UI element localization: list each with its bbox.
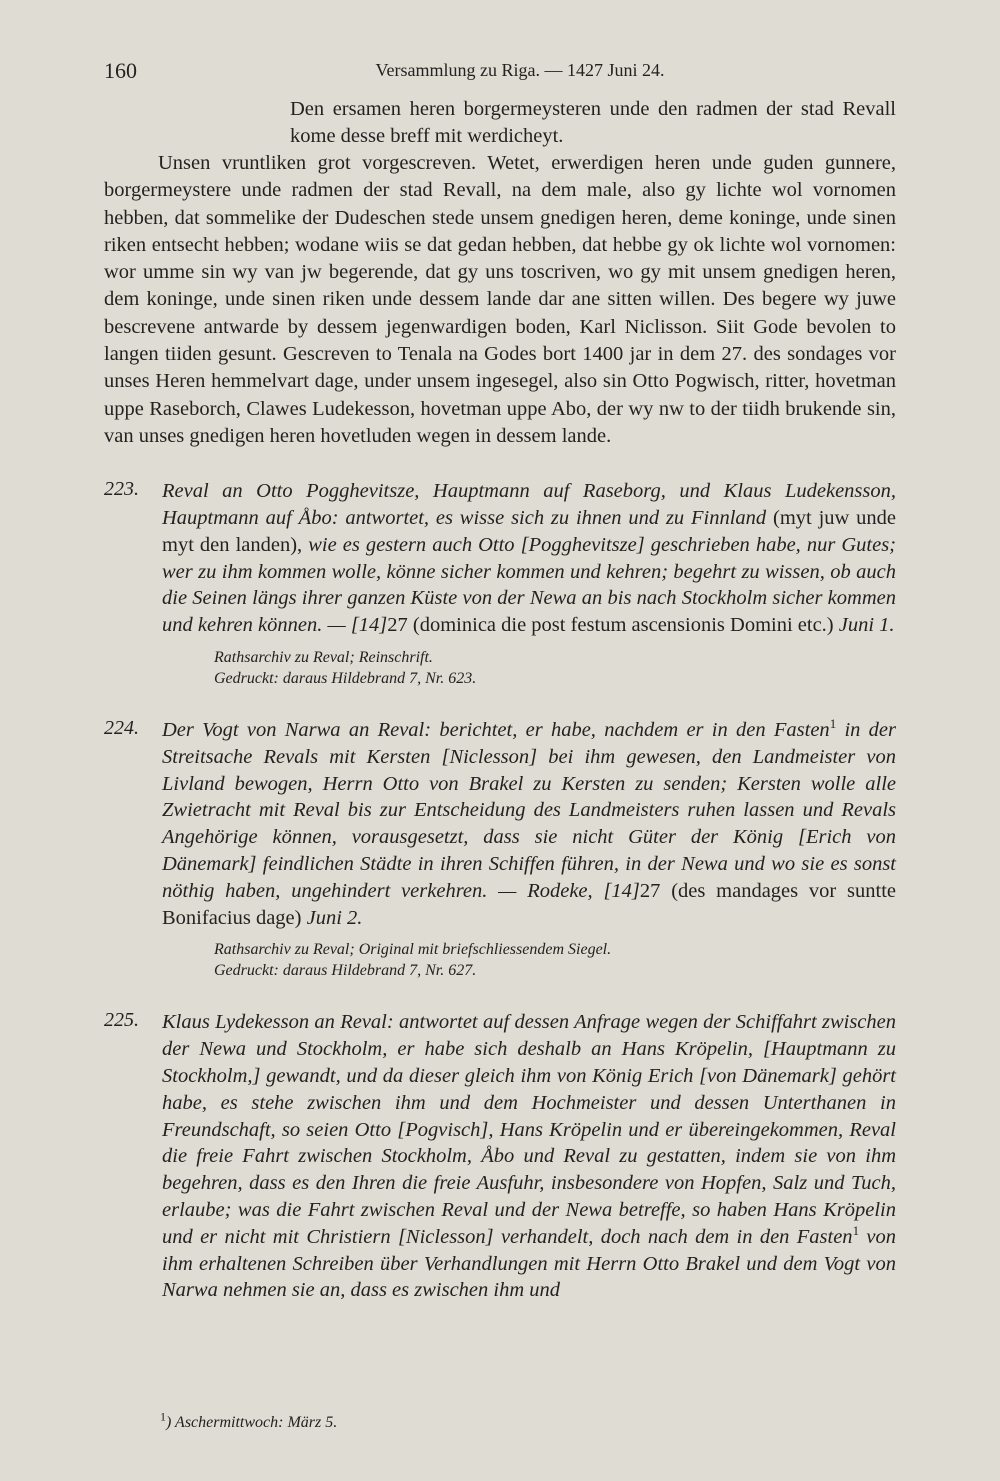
letter-address: Den ersamen heren borgermeysteren unde den radmen der stad Revall kome desse breff mit werdicheyt.	[290, 98, 896, 147]
regest-text: wie es gestern auch Otto [Pogghevitsze] geschrieben habe, nur Gutes; wer zu ihm kommen wolle, könne sicher kommen und kehren; begehrt zu wissen, ob auch die Seinen längs ihrer ganzen Küste von der Newa an bis nach Stockholm sicher kommen und kehren können. — [14]	[162, 533, 897, 637]
regest-date: Juni 1.	[838, 614, 895, 637]
entry-source	[162, 647, 896, 689]
regest-year: 27	[387, 614, 408, 637]
entry-number: 223.	[104, 478, 139, 501]
footnote	[160, 1409, 338, 1432]
running-head: Versammlung zu Riga. — 1427 Juni 24.	[375, 60, 665, 80]
footnote-reference: 1	[829, 716, 837, 732]
source-line: Gedruckt: daraus Hildebrand 7, Nr. 627.	[214, 962, 477, 980]
entry-223	[104, 478, 896, 689]
source-line: Rathsarchiv zu Reval; Reinschrift.	[214, 649, 433, 667]
entry-number: 225.	[104, 1009, 139, 1032]
footnote-reference: 1	[852, 1222, 860, 1238]
page-header	[104, 58, 896, 88]
letter-body: Unsen vruntliken grot vorgescreven. Wetet, erwerdigen heren unde guden gunnere, borgermeystere unde radmen der stad Revall, na dem male, also gy lichte wol vornomen hebben, dat sommelike der Dudeschen stede unsem gnedigen heren, deme koninge, unde sinen riken entsecht hebben; wodane wiis se dat gedan hebben, dat hebbe gy ok lichte wol vornomen: wor umme sin wy van jw begerende, dat gy uns toscriven, wo gy mit unsem gnedigen heren, dem koninge, unde sinen riken unde dessem lande dar ane sitten willen. Des begere wy juwe bescrevene antwarde by dessem jegenwardigen boden, Karl Niclisson. Siit Gode bevolen to langen tiiden gesunt. Gescreven to Tenala na Godes bort 1400 jar in dem 27. des sondages vor unses Heren hemmelvart dage, under unsem ingesegel, also sin Otto Pogwisch, ritter, hovetman uppe Raseborch, Clawes Ludekesson, hovetman uppe Abo, der wy nw to der tiidh brukende sin, van unses gnedigen heren hovetluden wegen in dessem lande.	[104, 152, 896, 447]
entry-regest	[162, 1009, 896, 1304]
page-number: 160	[104, 58, 137, 83]
regest-text: Reval an Otto Pogghevitsze, Hauptmann auf Raseborg, und Klaus Ludekensson, Hauptmann auf Åbo: antwortet, es wisse sich zu ihnen und zu Finnland	[162, 480, 896, 530]
regest-text: von ihm erhaltenen Schreiben über Verhandlungen mit Herrn Otto Brakel und dem Vogt von Narwa nehmen sie an, dass es zwischen ihm und	[162, 1225, 896, 1302]
regest-quote: (des mandages vor suntte Bonifacius dage)	[162, 879, 897, 929]
regest-text: Klaus Lydekesson an Reval: antwortet auf dessen Anfrage wegen der Schiffahrt zwischen der Newa und Stockholm, er habe sich deshalb an Hans Kröpelin, [Hauptmann zu Stockholm,] gewandt, und da dieser gleich ihm von König Erich [von Dänemark] gehört habe, es stehe zwischen ihm und dem Hochmeister und dessen Unterthanen in Freundschaft, so seien Otto [Pogvisch], Hans Kröpelin und er übereingekommen, Reval die freie Fahrt zwischen Stockholm, Åbo und Reval zu gestatten, indem sie von ihm begehren, dass es den Ihren die freie Ausfuhr, insbesondere von Hopfen, Salz und Tuch, erlaube; was die Fahrt zwischen Reval und der Newa betreffe, so haben Hans Kröpelin und er nicht mit Christiern [Niclesson] verhandelt, doch nach dem in den Fasten	[162, 1011, 896, 1248]
footnote-mark: 1	[160, 1409, 166, 1424]
regest-year: 27	[639, 879, 661, 902]
regest-text: in der Streitsache Revals mit Kersten [Niclesson] bei ihm gewesen, den Landmeister von Livland bewogen, Herrn Otto von Brakel zu Kersten zu senden; Kersten wolle alle Zwietracht mit Reval bis zur Entscheidung des Landmeisters ruhen lassen und Revals Angehörige können, vorausgesetzt, dass sie nicht Güter der König [Erich von Dänemark] feindlichen Städte in ihren Schiffen führen, in der Newa und wo sie es sonst nöthig haben, ungehindert verkehren. — Rodeke, [14]	[162, 719, 896, 902]
regest-quote: (myt juw unde myt den landen),	[162, 507, 896, 556]
entry-225	[104, 1009, 896, 1304]
regest-text: Der Vogt von Narwa an Reval: berichtet, er habe, nachdem er in den Fasten	[162, 719, 830, 742]
entry-224	[104, 717, 896, 981]
entry-regest	[162, 478, 896, 639]
page-body	[104, 96, 896, 1304]
regest-quote: (dominica die post festum ascensionis Domini etc.)	[412, 614, 834, 637]
source-line: Gedruckt: daraus Hildebrand 7, Nr. 623.	[214, 670, 477, 688]
regest-date: Juni 2.	[306, 906, 363, 929]
footnote-text: ) Aschermittwoch: März 5.	[166, 1414, 338, 1431]
entry-number: 224.	[104, 717, 139, 740]
source-line: Rathsarchiv zu Reval; Original mit briefschliessendem Siegel.	[214, 941, 612, 959]
entry-source	[162, 939, 896, 981]
entry-regest	[162, 717, 896, 931]
